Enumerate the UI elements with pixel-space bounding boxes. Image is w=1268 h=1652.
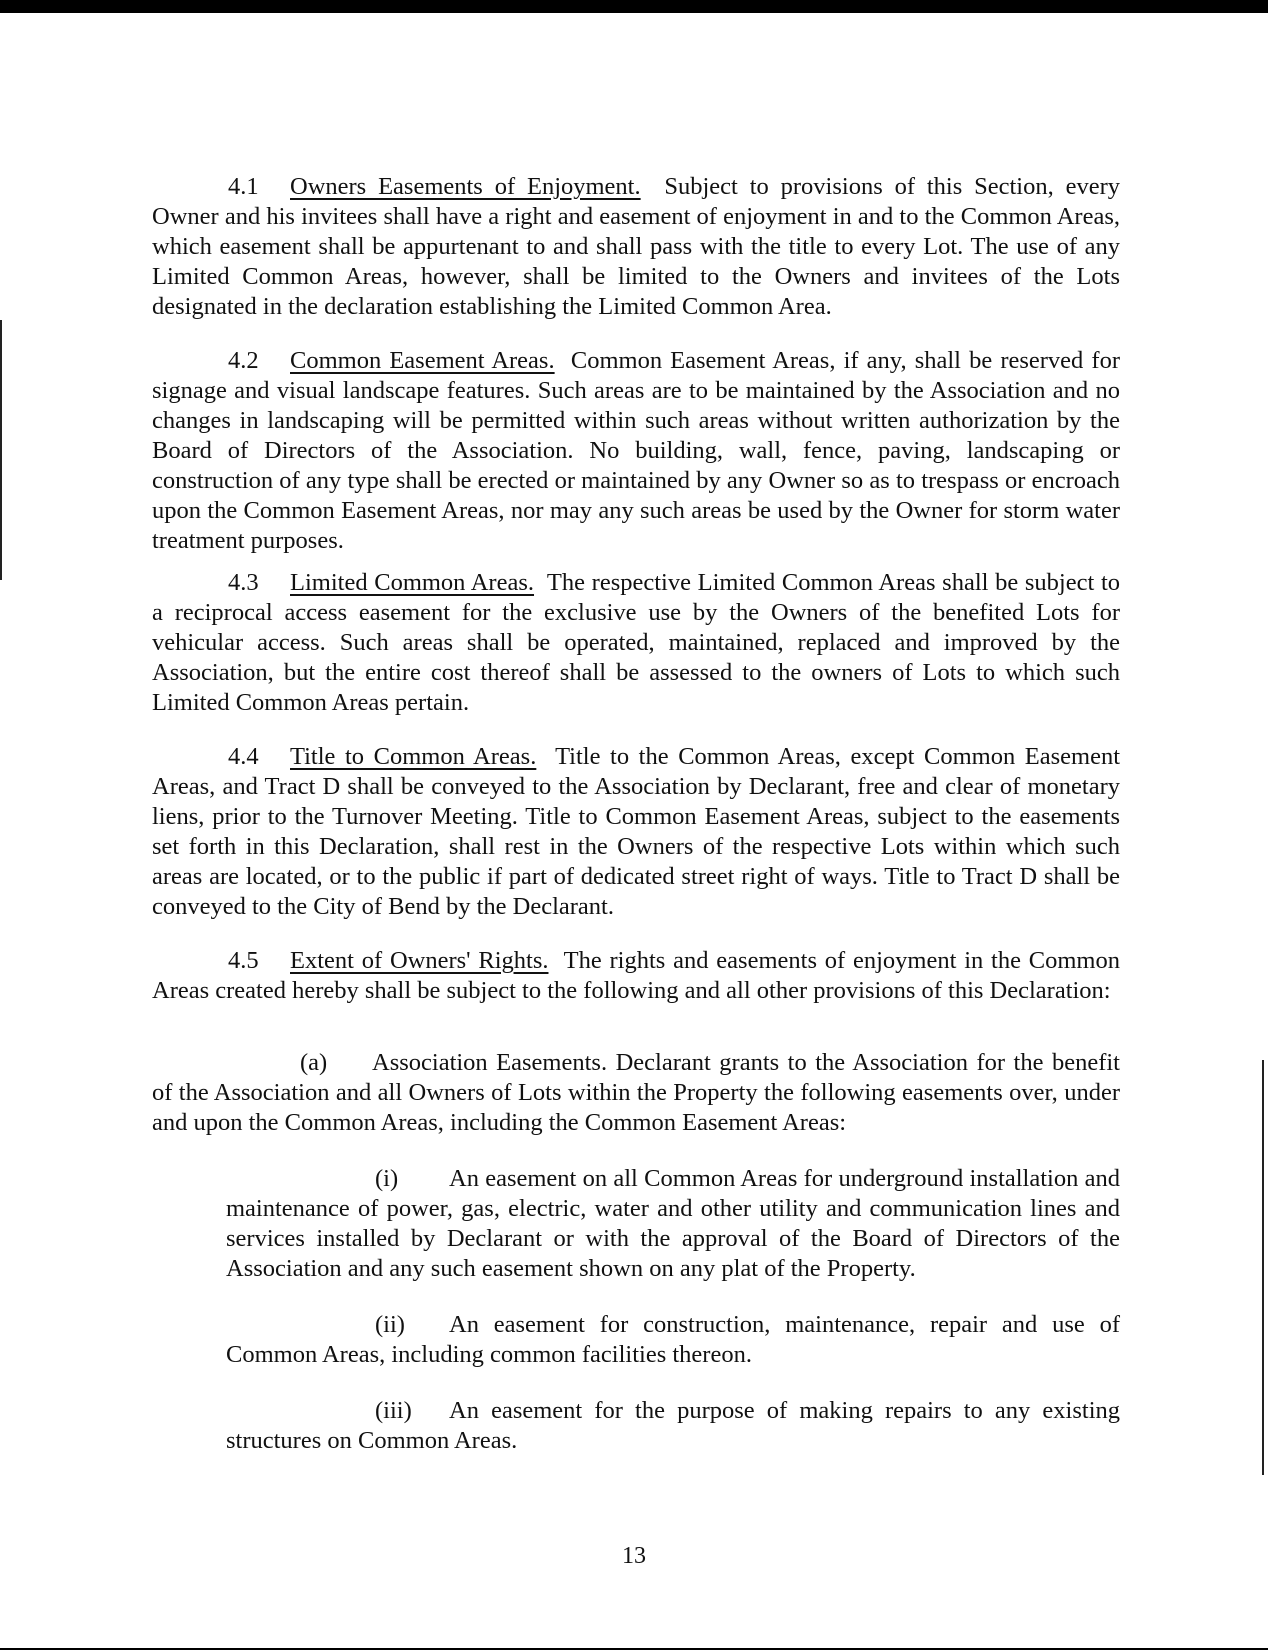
document-body bbox=[152, 172, 1120, 1482]
section-4-4 bbox=[152, 742, 1120, 922]
section-number: 4.1 bbox=[228, 173, 259, 200]
item-text: An easement for construction, maintenance, repair and use of Common Areas, including common facilities thereon. bbox=[226, 1311, 1120, 1368]
section-heading: Title to Common Areas. bbox=[290, 743, 537, 770]
item-text: An easement on all Common Areas for underground installation and maintenance of power, gas, electric, water and other utility and communication lines and services installed by Declarant or with the approval of the Board of Directors of the Association and any such easement shown on any plat of the Property. bbox=[226, 1165, 1120, 1282]
section-number: 4.5 bbox=[228, 947, 259, 974]
section-text: The respective Limited Common Areas shall be subject to a reciprocal access easement for the exclusive use by the Owners of the benefited Lots for vehicular access. Such areas shall be operated, maintained, replaced and improved by the Association, but the entire cost thereof shall be assessed to the owners of Lots to which such Limited Common Areas pertain. bbox=[152, 569, 1120, 716]
subsection-label: (a) bbox=[300, 1049, 328, 1076]
section-text: Common Easement Areas, if any, shall be reserved for signage and visual landscape features. Such areas are to be maintained by the Association and no changes in landscaping will be permitted within such areas without written authorization by the Board of Directors of the Association. No building, wall, fence, paving, landscaping or construction of any type shall be erected or maintained by any Owner so as to trespass or encroach upon the Common Easement Areas, nor may any such areas be used by the Owner for storm water treatment purposes. bbox=[152, 347, 1121, 554]
item-text: An easement for the purpose of making repairs to any existing structures on Common Areas. bbox=[226, 1397, 1120, 1454]
item-label: (i) bbox=[375, 1165, 399, 1192]
section-number: 4.4 bbox=[228, 743, 259, 770]
item-label: (iii) bbox=[375, 1397, 412, 1424]
subsection-text: Association Easements. Declarant grants to the Association for the benefit of the Association and all Owners of Lots within the Property the following easements over, under and upon the Common Areas, including the Common Easement Areas: bbox=[152, 1049, 1120, 1136]
section-text: Title to the Common Areas, except Common Easement Areas, and Tract D shall be conveyed to the Association by Declarant, free and clear of monetary liens, prior to the Turnover Meeting. Title to Common Easement Areas, subject to the easements set forth in this Declaration, shall rest in the Owners of the respective Lots within which such areas are located, or to the public if part of dedicated street right of ways. Title to Tract D shall be conveyed to the City of Bend by the Declarant. bbox=[152, 743, 1121, 920]
scan-top-border bbox=[0, 0, 1268, 13]
page-number: 13 bbox=[622, 1543, 646, 1569]
section-4-5 bbox=[152, 946, 1120, 1006]
section-text: Subject to provisions of this Section, every Owner and his invitees shall have a right and easement of enjoyment in and to the Common Areas, which easement shall be appurtenant to and shall pass with the title to every Lot. The use of any Limited Common Areas, however, shall be limited to the Owners and invitees of the Lots designated in the declaration establishing the Limited Common Area. bbox=[152, 173, 1121, 320]
section-heading: Extent of Owners' Rights. bbox=[290, 947, 549, 974]
scan-bottom-border bbox=[0, 1648, 1268, 1650]
section-number: 4.3 bbox=[228, 569, 259, 596]
section-4-1 bbox=[152, 172, 1120, 322]
item-ii bbox=[226, 1310, 1120, 1370]
section-4-2 bbox=[152, 346, 1120, 556]
item-label: (ii) bbox=[375, 1311, 405, 1338]
section-heading: Owners Easements of Enjoyment. bbox=[290, 173, 641, 200]
section-heading: Common Easement Areas. bbox=[290, 347, 555, 374]
section-heading: Limited Common Areas. bbox=[290, 569, 535, 596]
scan-right-edge-mark bbox=[1262, 1060, 1264, 1475]
scan-left-edge-mark bbox=[0, 320, 2, 580]
item-iii bbox=[226, 1396, 1120, 1456]
item-i bbox=[226, 1164, 1120, 1284]
subsection-a bbox=[152, 1048, 1120, 1138]
section-text: The rights and easements of enjoyment in the Common Areas created hereby shall be subject to the following and all other provisions of this Declaration: bbox=[152, 947, 1120, 1004]
section-4-3 bbox=[152, 568, 1120, 718]
section-number: 4.2 bbox=[228, 347, 259, 374]
